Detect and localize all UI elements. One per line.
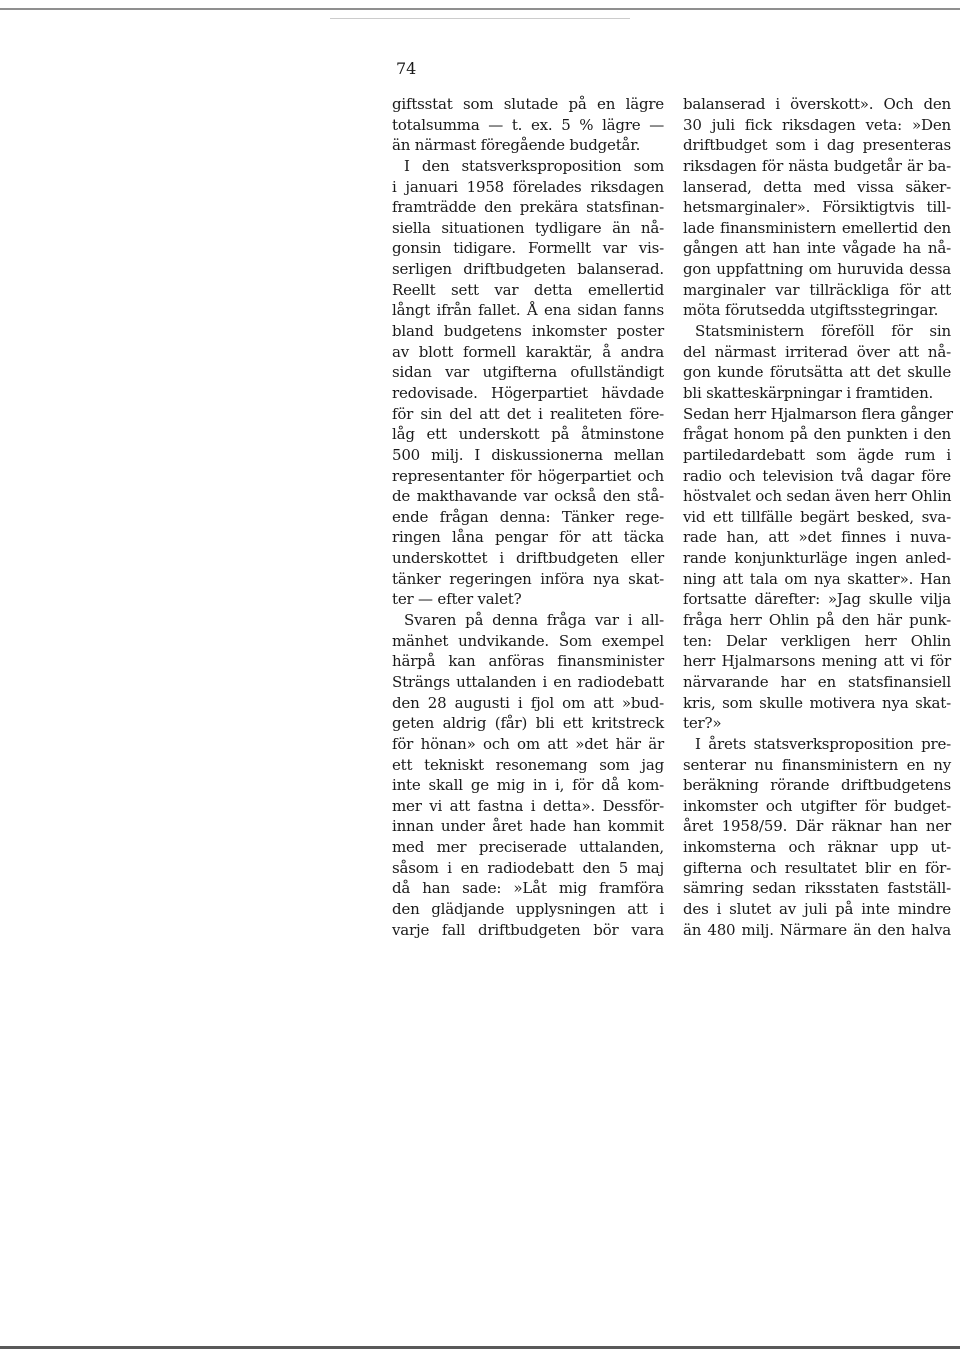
text-line: mer vi att fastna i detta». Dessför- <box>392 796 664 815</box>
text-line: den 28 augusti i fjol om att »bud- <box>392 693 664 712</box>
text-line: ett tekniskt resonemang som jag <box>392 755 664 774</box>
text-line: gifterna och resultatet blir en för- <box>683 858 951 877</box>
text-line: inkomster och utgifter för budget- <box>683 796 951 815</box>
text-line: med mer preciserade uttalanden, <box>392 838 664 857</box>
text-line: marginaler var tillräckliga för att <box>683 280 951 299</box>
scan-artifact-top <box>330 18 630 19</box>
text-line: för sin del att det i realiteten före- <box>392 404 664 423</box>
text-line: tänker regeringen införa nya skat- <box>392 569 664 588</box>
text-line: des i slutet av juli på inte mindre <box>683 899 951 918</box>
text-line: av blott formell karaktär, å andra <box>392 342 664 361</box>
text-line: Sedan herr Hjalmarson flera gånger <box>683 404 953 423</box>
text-column-left <box>392 94 664 940</box>
text-line: ning att tala om nya skatter». Han <box>683 569 951 588</box>
text-line: Statsministern föreföll för sin <box>695 322 951 341</box>
text-line: geten aldrig (får) bli ett kritstreck <box>392 714 664 733</box>
text-line: Svaren på denna fråga var i all- <box>404 611 664 630</box>
text-line: 500 milj. I diskussionerna mellan <box>392 445 664 464</box>
text-line: i januari 1958 förelades riksdagen <box>392 177 664 196</box>
text-line: lade finansministern emellertid den <box>683 218 951 237</box>
text-line: inte skall ge mig in i, för då kom- <box>392 776 664 795</box>
text-column-right <box>683 94 951 940</box>
text-line: kris, som skulle motivera nya skat- <box>683 693 951 712</box>
text-line: höstvalet och sedan även herr Ohlin <box>683 487 952 506</box>
text-line: låg ett underskott på åtminstone <box>392 425 664 444</box>
text-line: rande konjunkturläge ingen anled- <box>683 549 951 568</box>
text-line: hetsmarginaler». Försiktigtvis till- <box>683 198 951 217</box>
text-line: 30 juli fick riksdagen veta: »Den <box>683 115 951 134</box>
text-line: siella situationen tydligare än nå- <box>392 218 664 237</box>
text-line: underskottet i driftbudgeten eller <box>392 549 664 568</box>
text-line: vid ett tillfälle begärt besked, sva- <box>683 507 951 526</box>
text-line: Strängs uttalanden i en radiodebatt <box>392 672 664 691</box>
text-line: gången att han inte vågade ha nå- <box>683 239 951 258</box>
text-line: I årets statsverksproposition pre- <box>695 734 951 753</box>
text-line: ten: Delar verkligen herr Ohlin <box>683 631 951 650</box>
text-line: ringen låna pengar för att täcka <box>392 528 664 547</box>
text-line: riksdagen för nästa budgetår är ba- <box>683 156 951 175</box>
text-line: fortsatte därefter: »Jag skulle vilja <box>683 590 951 609</box>
text-line: den glädjande upplysningen att i <box>392 899 664 918</box>
text-line: rade han, att »det finnes i nuva- <box>683 528 951 547</box>
text-line: gonsin tidigare. Formellt var vis- <box>392 239 664 258</box>
text-line: senterar nu finansministern en ny <box>683 755 951 774</box>
page-number: 74 <box>396 59 417 78</box>
text-line: varje fall driftbudgeten bör vara <box>392 920 664 939</box>
text-line: serligen driftbudgeten balanserad. <box>392 260 664 279</box>
text-line: redovisade. Högerpartiet hävdade <box>392 383 664 402</box>
text-line: beräkning rörande driftbudgetens <box>683 776 951 795</box>
text-line: sidan var utgifterna ofullständigt <box>392 363 664 382</box>
scan-edge-top <box>0 8 960 10</box>
text-line: året 1958/59. Där räknar han ner <box>683 817 951 836</box>
text-line: driftbudget som i dag presenteras <box>683 136 951 155</box>
text-line: långt ifrån fallet. Å ena sidan fanns <box>392 301 664 320</box>
text-line: partiledardebatt som ägde rum i <box>683 445 951 464</box>
text-line: herr Hjalmarsons mening att vi för <box>683 652 951 671</box>
text-line: inkomsterna och räknar upp ut- <box>683 838 951 857</box>
text-line: mänhet undvikande. Som exempel <box>392 631 664 650</box>
text-line: frågat honom på den punkten i den <box>683 425 951 444</box>
text-line: framträdde den prekära statsfinan- <box>392 198 664 217</box>
text-line: härpå kan anföras finansminister <box>392 652 664 671</box>
text-line: bli skatteskärpningar i framtiden. <box>683 383 934 402</box>
text-line: I den statsverksproposition som <box>404 156 664 175</box>
text-line: gon kunde förutsätta att det skulle <box>683 363 951 382</box>
scan-edge-bottom <box>0 1346 960 1349</box>
text-line: ter?» <box>683 714 722 733</box>
text-line: balanserad i överskott». Och den <box>683 95 951 113</box>
text-line: såsom i en radiodebatt den 5 maj <box>392 858 664 877</box>
text-line: än närmast föregående budgetår. <box>392 136 641 155</box>
text-line: sämring sedan riksstaten fastställ- <box>683 879 951 898</box>
text-line: innan under året hade han kommit <box>392 817 664 836</box>
text-line: de makthavande var också den stå- <box>392 487 664 506</box>
text-line: då han sade: »Låt mig framföra <box>392 879 664 898</box>
text-line: bland budgetens inkomster poster <box>392 322 664 341</box>
text-line: giftsstat som slutade på en lägre <box>392 95 664 113</box>
text-line: del närmast irriterad över att nå- <box>683 342 951 361</box>
text-line: möta förutsedda utgiftsstegringar. <box>683 301 939 320</box>
text-line: Reellt sett var detta emellertid <box>392 280 664 299</box>
text-line: närvarande har en statsfinansiell <box>683 672 951 691</box>
text-line: ter — efter valet? <box>392 590 522 609</box>
text-line: lanserad, detta med vissa säker- <box>683 177 951 196</box>
text-line: för hönan» och om att »det här är <box>392 734 664 753</box>
text-line: representanter för högerpartiet och <box>392 466 664 485</box>
text-line: totalsumma — t. ex. 5 % lägre — <box>392 115 664 134</box>
text-line: ende frågan denna: Tänker rege- <box>392 507 664 526</box>
text-line: fråga herr Ohlin på den här punk- <box>683 611 951 630</box>
text-line: radio och television två dagar före <box>683 466 951 485</box>
text-line: gon uppfattning om huruvida dessa <box>683 260 951 279</box>
text-line: än 480 milj. Närmare än den halva <box>683 920 951 939</box>
